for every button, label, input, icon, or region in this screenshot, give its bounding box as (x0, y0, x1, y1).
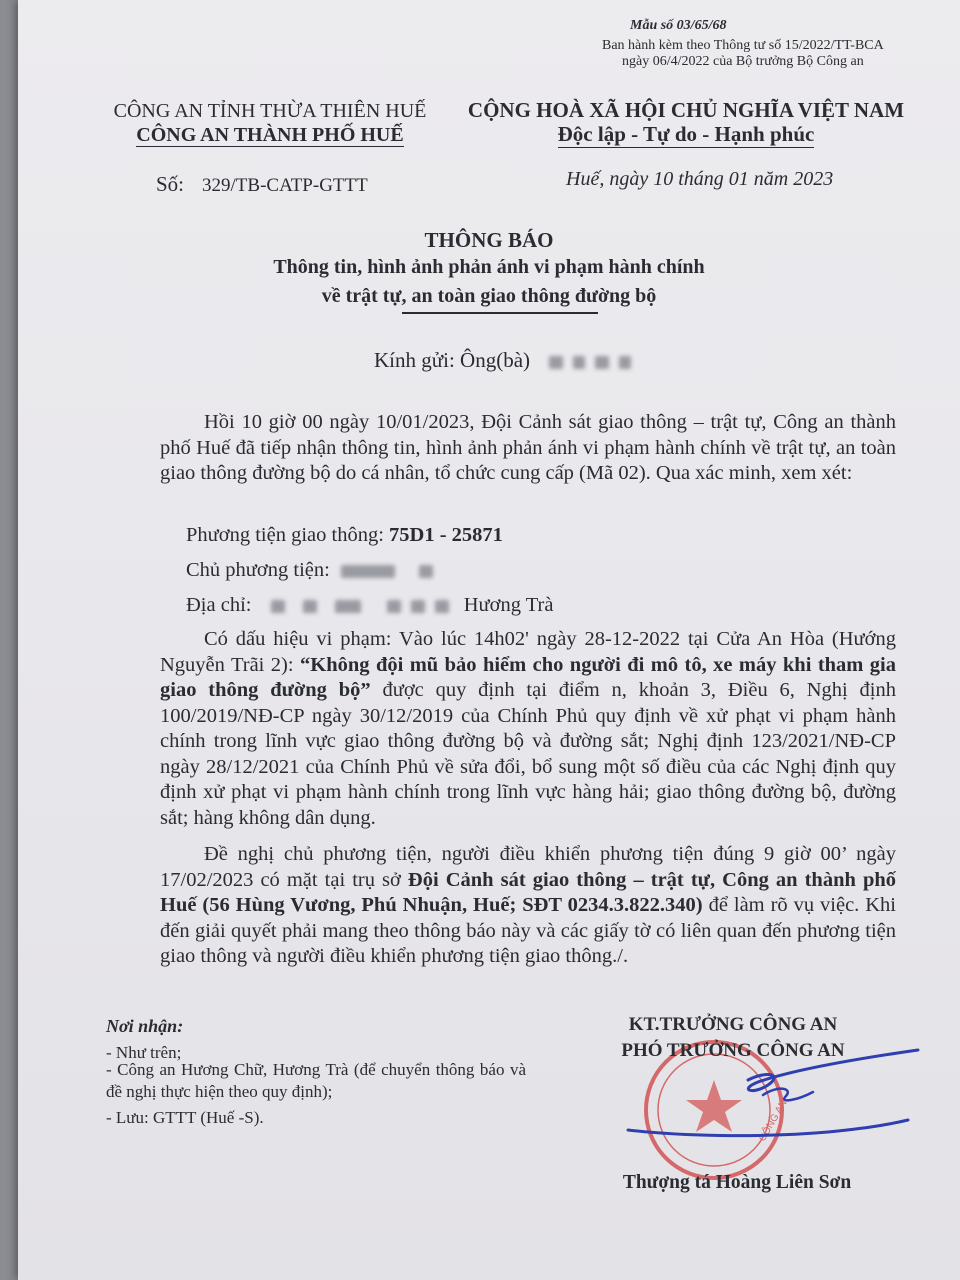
greeting-text: Kính gửi: Ông(bà) (374, 348, 531, 372)
form-issued-line2: ngày 06/4/2022 của Bộ trưởng Bộ Công an (622, 54, 864, 69)
form-number: Mẫu số 03/65/68 (630, 18, 727, 33)
motto-text: Độc lập - Tự do - Hạnh phúc (557, 122, 815, 146)
redacted-name (595, 356, 609, 369)
signer-name: Thượng tá Hoàng Liên Sơn (622, 1172, 852, 1193)
violation-paragraph (160, 627, 896, 831)
violation-text-b: được quy định tại điểm n, khoản 3, Điều 6, Nghị định 100/2019/NĐ-CP ngày 30/12/2019 của Chính Phủ quy định về xử phạt vi phạm hành chính trong lĩnh vực giao thông đường bộ và đường sắt; Nghị định 123/2021/NĐ-CP ngày 28/12/2021 của Chính Phủ về sửa đổi, bổ sung một số điều của các Nghị định quy định xử phạt vi phạm hành chính trong lĩnh vực hàng hải; giao thông đường bộ, đường sắt; hàng không dân dụng. (160, 679, 897, 829)
address-label: Địa chỉ: (186, 594, 252, 616)
agency-name (100, 124, 440, 147)
redacted-owner (419, 565, 433, 578)
request-text-a: Đề nghị chủ phương tiện, người điều khiển phương tiện đúng 9 giờ 00’ ngày 17/02/2023 có mặt tại trụ sở (160, 843, 896, 891)
address-line (186, 593, 553, 619)
owner-line (186, 558, 443, 584)
document-page (18, 0, 960, 1280)
redacted-name (573, 356, 585, 369)
signature-title-2: PHÓ TRƯỞNG CÔNG AN (621, 1040, 845, 1061)
redacted-address (387, 600, 401, 613)
nation-motto (464, 122, 908, 147)
handwritten-signature (618, 1040, 938, 1150)
agency-parent: CÔNG AN TỈNH THỪA THIÊN HUẾ (113, 100, 427, 122)
redacted-address (303, 600, 317, 613)
document-subtitle-2: về trật tự, an toàn giao thông đường bộ (321, 285, 657, 307)
vehicle-line (186, 523, 503, 549)
address-tail: Hương Trà (463, 594, 554, 616)
document-number-value: 329/TB-CATP-GTTT (202, 175, 368, 196)
vehicle-label: Phương tiện giao thông: (186, 524, 384, 546)
recipient-item: - Công an Hương Chữ, Hương Trà (để chuyển thông báo và đề nghị thực hiện theo quy định); (106, 1060, 526, 1101)
recipient-item: - Lưu: GTTT (Huế -S). (106, 1108, 264, 1127)
form-issued-line1: Ban hành kèm theo Thông tư số 15/2022/TT-BCA (602, 38, 884, 53)
agency-name-text: CÔNG AN THÀNH PHỐ HUẾ (136, 124, 404, 146)
redacted-address (411, 600, 425, 613)
intro-paragraph: Hồi 10 giờ 00 ngày 10/01/2023, Đội Cảnh sát giao thông – trật tự, Công an thành phố Huế đã tiếp nhận thông tin, hình ảnh phản ánh vi phạm hành chính về trật tự, an toàn giao thông đường bộ do cá nhân, tổ chức cung cấp (Mã 02). Qua xác minh, xem xét: (160, 411, 896, 484)
signature-title-1: KT.TRƯỞNG CÔNG AN (628, 1014, 838, 1035)
vehicle-plate: 75D1 - 25871 (389, 524, 503, 546)
document-title: THÔNG BÁO (424, 228, 554, 252)
owner-label: Chủ phương tiện: (186, 559, 330, 581)
nation-title: CỘNG HOÀ XÃ HỘI CHỦ NGHĨA VIỆT NAM (467, 98, 905, 122)
recipient-item: - Như trên; (106, 1043, 182, 1062)
document-subtitle-1: Thông tin, hình ảnh phản ánh vi phạm hành chính (273, 256, 705, 278)
redacted-owner (341, 565, 395, 578)
request-location: Đội Cảnh sát giao thông – trật tự, Công an thành phố Huế (56 Hùng Vương, Phú Nhuận, Huế; SĐT 0234.3.822.340) (160, 868, 896, 916)
redacted-address (335, 600, 361, 613)
document-number-label: Số: (156, 172, 185, 196)
redacted-address (435, 600, 449, 613)
redacted-address (271, 600, 285, 613)
redacted-name (619, 356, 631, 369)
redacted-name (549, 356, 563, 369)
svg-text:CÔNG AN: CÔNG AN (757, 1098, 790, 1144)
greeting (374, 348, 641, 373)
request-paragraph (160, 842, 896, 970)
date-line: Huế, ngày 10 tháng 01 năm 2023 (566, 168, 834, 190)
title-divider (402, 312, 598, 314)
recipients-title: Nơi nhận: (106, 1016, 184, 1036)
document-number (156, 172, 368, 197)
violation-text-a: Có dấu hiệu vi phạm: Vào lúc 14h02' ngày 28-12-2022 tại Cửa An Hòa (Hướng Nguyễn Trãi 2): (160, 628, 896, 676)
request-text-b: để làm rõ vụ việc. Khi đến giải quyết phải mang theo thông báo này và các giấy tờ có liên quan đến phương tiện giao thông và người điều khiển phương tiện giao thông./. (160, 894, 896, 967)
violation-offense: “Không đội mũ bảo hiểm cho người đi mô tô, xe máy khi tham gia giao thông đường bộ” (160, 653, 897, 701)
